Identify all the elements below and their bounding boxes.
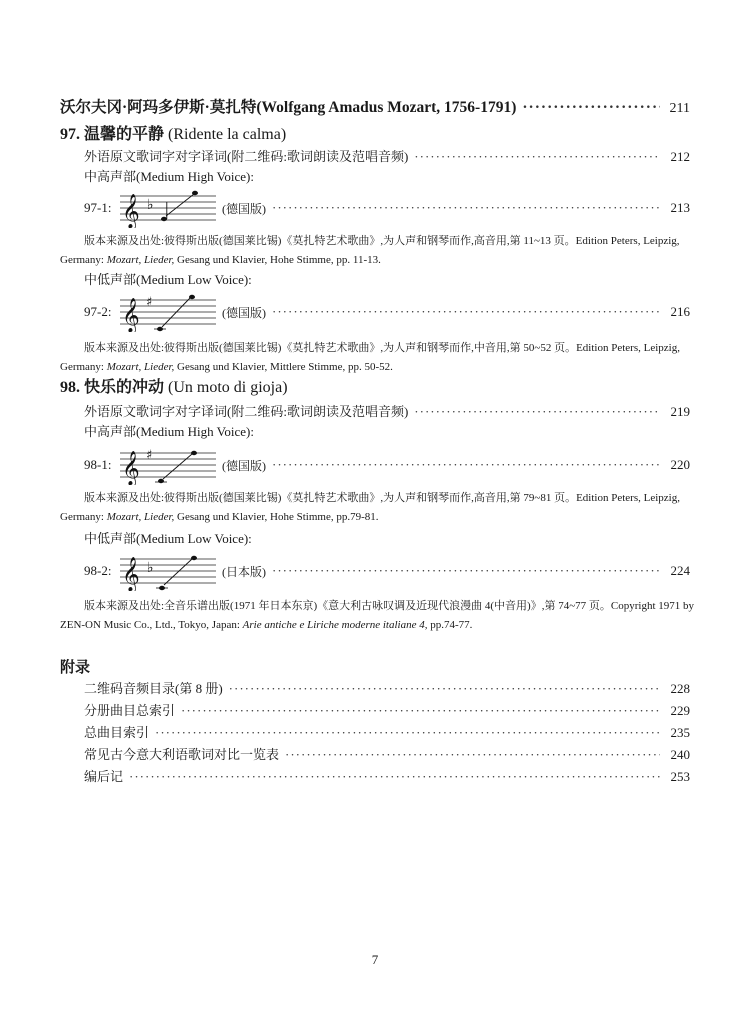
composer-toc-entry[interactable] bbox=[60, 95, 690, 117]
leader-dots bbox=[285, 747, 660, 763]
edition-label: (德国版) bbox=[222, 305, 266, 320]
version-code: 98-2: bbox=[84, 563, 112, 578]
version-code: 98-1: bbox=[84, 457, 112, 472]
song-title-98: 98. 快乐的冲动 (Un moto di gioja) bbox=[60, 379, 288, 396]
svg-text:𝄞: 𝄞 bbox=[122, 194, 140, 228]
leader-dots bbox=[155, 725, 660, 741]
incipit-toc-entry-98-1[interactable]: 98-1: 𝄞 ♯ (德国版) ····· 220 bbox=[84, 445, 690, 485]
leader-dots bbox=[129, 769, 660, 785]
source-note: 版本来源及出处:彼得斯出版(德国莱比锡)《莫扎特艺术歌曲》,为人声和钢琴而作,高音用,第 79~81 页。Edition Peters, Leipzig, Germany: Mozart, Lieder, Gesang und Klavier, Hohe Stimme, pp.79-81. bbox=[60, 492, 680, 523]
music-incipit-icon bbox=[120, 188, 216, 228]
svg-text:𝄞: 𝄞 bbox=[122, 557, 140, 591]
leader-dots bbox=[414, 149, 660, 165]
page-number: 7 bbox=[371, 952, 379, 967]
incipit-toc-entry-98-2[interactable]: 98-2: 𝄞 ♭ (日本版) ····· 224 bbox=[84, 551, 690, 591]
source-note: 版本来源及出处:彼得斯出版(德国莱比锡)《莫扎特艺术歌曲》,为人声和钢琴而作,中音用,第 50~52 页。Edition Peters, Leipzig, Germany: Mozart, Lieder, Gesang und Klavier, Mittlere Stimme, pp. 50-52. bbox=[60, 342, 680, 373]
voice-label: 中高声部(Medium High Voice): bbox=[84, 424, 254, 439]
translation-toc-entry-98[interactable]: 外语原文歌词字对字译词(附二维码:歌词朗读及范唱音频) ····· 219 bbox=[84, 401, 690, 420]
svg-text:𝄞: 𝄞 bbox=[122, 451, 140, 485]
leader-dots bbox=[229, 681, 660, 697]
edition-label: (德国版) bbox=[222, 201, 266, 216]
leader-dots bbox=[522, 99, 660, 117]
page-ref: 211 bbox=[669, 101, 690, 116]
music-incipit-icon bbox=[120, 551, 216, 591]
version-code: 97-2: bbox=[84, 304, 112, 319]
appendix-toc-entry[interactable]: 分册曲目总索引 ····· 229 bbox=[84, 700, 690, 719]
leader-dots bbox=[272, 200, 660, 216]
composer-name: 沃尔夫冈·阿玛多伊斯·莫扎特(Wolfgang Amadus Mozart, 1756-1791) bbox=[60, 99, 517, 116]
svg-text:𝄞: 𝄞 bbox=[122, 298, 140, 332]
appendix-toc-entry[interactable]: 总曲目索引 ····· 235 bbox=[84, 722, 690, 741]
appendix-toc-entry[interactable]: 常见古今意大利语歌词对比一览表 ····· 240 bbox=[84, 744, 690, 763]
leader-dots bbox=[272, 304, 660, 320]
edition-label: (日本版) bbox=[222, 564, 266, 579]
leader-dots bbox=[414, 404, 660, 420]
translation-toc-entry-97[interactable]: 外语原文歌词字对字译词(附二维码:歌词朗读及范唱音频) ····· 212 bbox=[84, 146, 690, 165]
svg-text:♭: ♭ bbox=[147, 197, 154, 213]
music-incipit-icon bbox=[120, 445, 216, 485]
leader-dots bbox=[181, 703, 660, 719]
source-note: 版本来源及出处:全音乐谱出版(1971 年日本东京)《意大利古咏叹调及近现代浪漫曲 4(中音用)》,第 74~77 页。Copyright 1971 by ZEN-ON Music Co., Ltd., Tokyo, Japan: Arie antiche e Liriche moderne italiane 4, pp.74-77. bbox=[60, 600, 695, 631]
leader-dots bbox=[272, 563, 660, 579]
music-incipit-icon bbox=[120, 292, 216, 332]
appendix-title: 附录 bbox=[60, 660, 91, 676]
appendix-toc-entry[interactable]: 二维码音频目录(第 8 册) ····· 228 bbox=[84, 678, 690, 697]
appendix-toc-entry[interactable]: 编后记 ····· 253 bbox=[84, 766, 690, 785]
version-code: 97-1: bbox=[84, 200, 112, 215]
voice-label: 中低声部(Medium Low Voice): bbox=[84, 272, 252, 287]
voice-label: 中高声部(Medium High Voice): bbox=[84, 169, 254, 184]
svg-text:♯: ♯ bbox=[146, 295, 153, 310]
leader-dots bbox=[272, 457, 660, 473]
svg-text:♭: ♭ bbox=[147, 560, 154, 576]
edition-label: (德国版) bbox=[222, 458, 266, 473]
song-title-97: 97. 温馨的平静 (Ridente la calma) bbox=[60, 126, 287, 143]
voice-label: 中低声部(Medium Low Voice): bbox=[84, 531, 252, 546]
incipit-toc-entry-97-1[interactable]: 97-1: 𝄞 ♭ (德国版) ····· 213 bbox=[84, 188, 690, 228]
incipit-toc-entry-97-2[interactable]: 97-2: 𝄞 ♯ (德国版) ····· 216 bbox=[84, 292, 690, 332]
svg-text:♯: ♯ bbox=[146, 448, 153, 463]
source-note: 版本来源及出处:彼得斯出版(德国莱比锡)《莫扎特艺术歌曲》,为人声和钢琴而作,高音用,第 11~13 页。Edition Peters, Leipzig, Germany: Mozart, Lieder, Gesang und Klavier, Hohe Stimme, pp. 11-13. bbox=[60, 235, 680, 266]
